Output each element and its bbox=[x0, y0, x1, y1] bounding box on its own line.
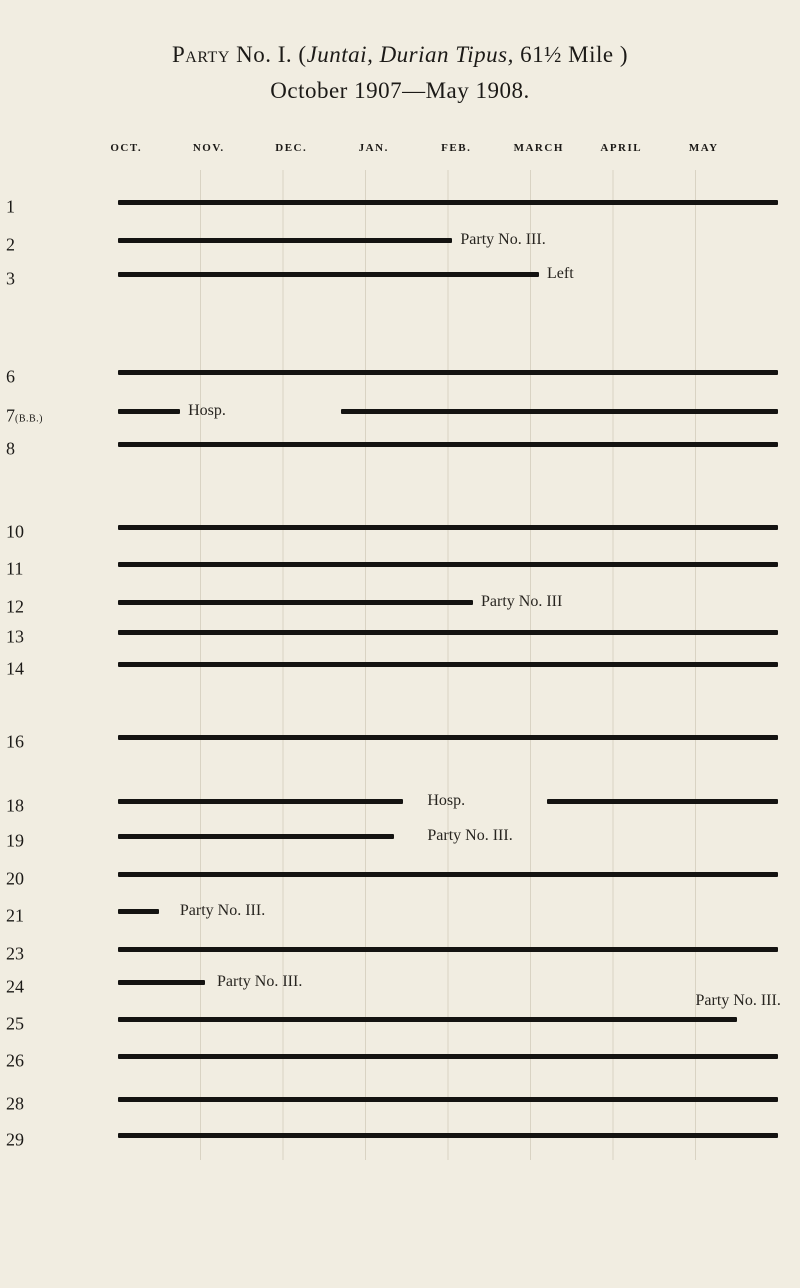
row-label: 1 bbox=[6, 196, 15, 217]
row-label: 20 bbox=[6, 868, 24, 889]
row-label: 23 bbox=[6, 943, 24, 964]
row-sublabel: (B.B.) bbox=[15, 413, 43, 425]
attendance-bar bbox=[118, 1133, 778, 1138]
month-label: MAY bbox=[688, 142, 719, 154]
row-annotation: Party No. III. bbox=[217, 973, 303, 990]
row-label: 6 bbox=[6, 366, 15, 387]
attendance-bar bbox=[118, 238, 452, 243]
month-label: APRIL bbox=[600, 142, 643, 154]
row-label: 8 bbox=[6, 438, 15, 459]
row-annotation: Party No. III. bbox=[179, 902, 266, 919]
attendance-bar bbox=[118, 442, 778, 447]
month-label: JAN. bbox=[358, 142, 389, 154]
attendance-bar bbox=[118, 1017, 737, 1022]
attendance-bar bbox=[118, 525, 778, 530]
row-label: 10 bbox=[6, 521, 24, 542]
attendance-bar bbox=[118, 834, 394, 839]
attendance-bar bbox=[118, 370, 778, 375]
document-subtitle: October 1907—May 1908. bbox=[270, 78, 530, 103]
row-label: 19 bbox=[6, 830, 24, 851]
row-annotation: Hosp. bbox=[188, 402, 226, 419]
row-label: 12 bbox=[6, 596, 24, 617]
row-label: 24 bbox=[6, 976, 24, 997]
row-label: 14 bbox=[6, 658, 24, 679]
attendance-bar bbox=[118, 562, 778, 567]
row-annotation: Party No. III. bbox=[427, 827, 513, 844]
row-label: 25 bbox=[6, 1013, 24, 1034]
row-annotation: Left bbox=[547, 265, 574, 282]
attendance-bar bbox=[118, 909, 159, 914]
row-annotation: Hosp. bbox=[427, 792, 466, 809]
attendance-bar bbox=[118, 980, 205, 985]
row-label: 7(B.B.) bbox=[6, 405, 43, 426]
title-part2: 61½ Mile ) bbox=[513, 42, 628, 67]
attendance-bar bbox=[118, 1054, 778, 1059]
row-label: 13 bbox=[6, 626, 24, 647]
title-part1: No. I. ( bbox=[229, 42, 307, 67]
attendance-bar bbox=[118, 1097, 778, 1102]
attendance-bar bbox=[118, 872, 778, 877]
attendance-bar bbox=[118, 799, 403, 804]
attendance-bar bbox=[118, 409, 180, 414]
month-label: NOV. bbox=[192, 142, 225, 154]
attendance-bar bbox=[118, 600, 473, 605]
attendance-bar bbox=[118, 630, 778, 635]
row-label: 2 bbox=[6, 234, 15, 255]
attendance-bar bbox=[118, 735, 778, 740]
row-label: 18 bbox=[6, 795, 24, 816]
attendance-bar bbox=[118, 662, 778, 667]
row-label: 21 bbox=[6, 905, 24, 926]
row-annotation: Party No. III. bbox=[695, 992, 781, 1009]
row-label: 29 bbox=[6, 1129, 24, 1150]
attendance-bar bbox=[118, 272, 539, 277]
row-label: 16 bbox=[6, 731, 24, 752]
attendance-bar bbox=[341, 409, 778, 414]
attendance-bar bbox=[547, 799, 778, 804]
title-italic: Juntai, Durian Tipus, bbox=[306, 42, 514, 67]
month-label: FEB. bbox=[441, 142, 472, 154]
attendance-bar bbox=[118, 947, 778, 952]
attendance-bar bbox=[118, 200, 778, 205]
row-label: 11 bbox=[6, 558, 24, 579]
row-annotation: Party No. III. bbox=[460, 231, 546, 248]
row-label: 26 bbox=[6, 1050, 24, 1071]
month-label: MARCH bbox=[513, 142, 564, 154]
month-label: DEC. bbox=[275, 142, 308, 154]
title-smallcaps: Party bbox=[172, 42, 230, 67]
row-label: 3 bbox=[6, 268, 15, 289]
row-annotation: Party No. III bbox=[481, 593, 563, 610]
month-label: OCT. bbox=[110, 142, 143, 154]
row-label: 28 bbox=[6, 1093, 24, 1114]
